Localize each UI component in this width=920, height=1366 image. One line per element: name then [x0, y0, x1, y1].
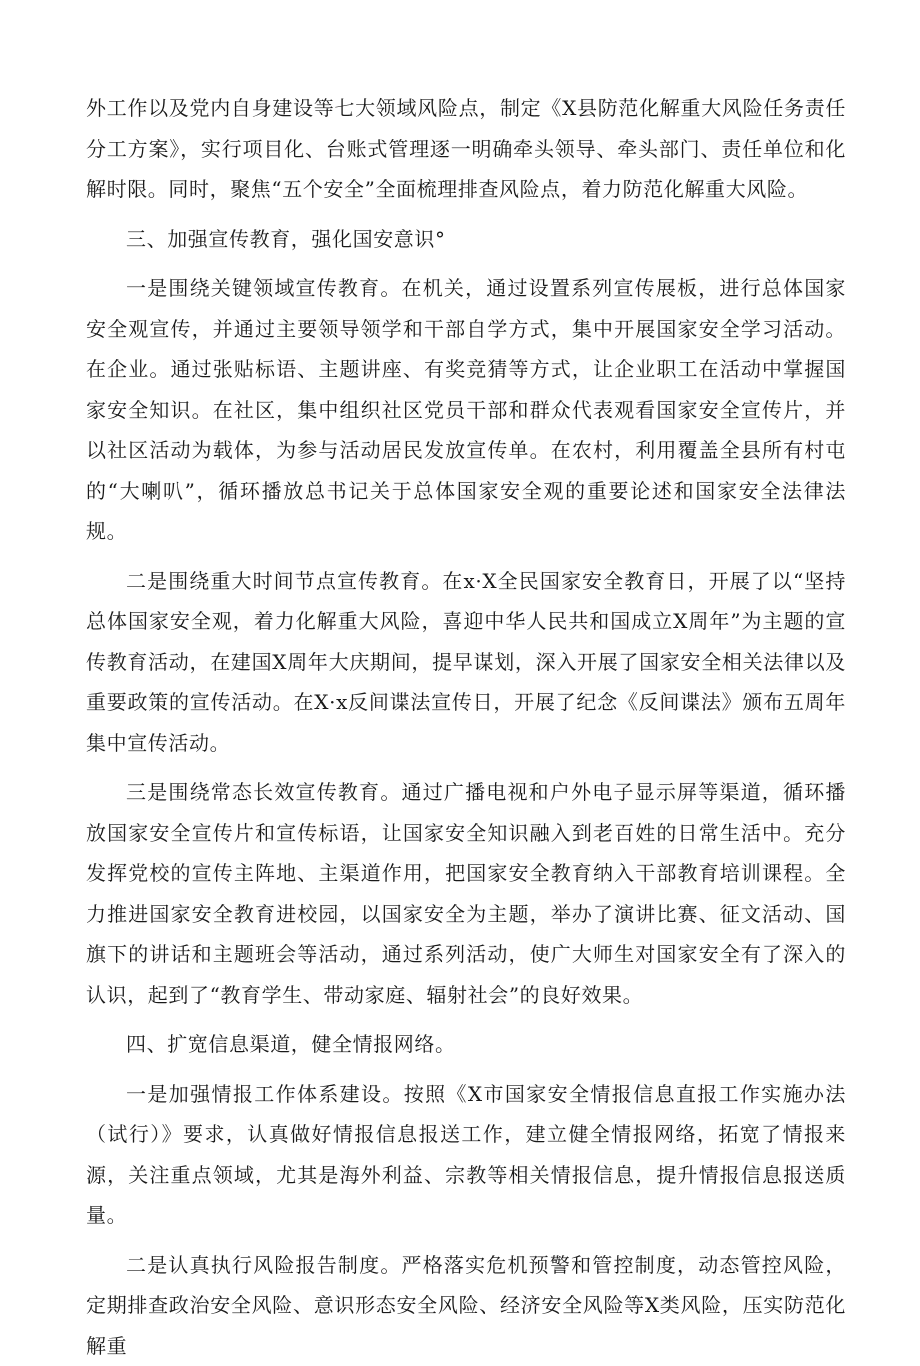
heading-section-3-publicity: 三、加强宣传教育，强化国安意识°	[86, 219, 846, 260]
paragraph-key-dates-education: 二是围绕重大时间节点宣传教育。在x·X全民国家安全教育日，开展了以“坚持总体国家安全观，着力化解重大风险，喜迎中华人民共和国成立X周年”为主题的宣传教育活动，在建国X周年大庆期间，提早谋划，深入开展了国家安全相关法律以及重要政策的宣传活动。在X·x反间谍法宣传日，开展了纪念《反间谍法》颁布五周年集中宣传活动。	[86, 561, 846, 764]
paragraph-key-areas-education: 一是围绕关键领域宣传教育。在机关，通过设置系列宣传展板，进行总体国家安全观宣传，并通过主要领导领学和干部自学方式，集中开展国家安全学习活动。在企业。通过张贴标语、主题讲座、有奖竞猜等方式，让企业职工在活动中掌握国家安全知识。在社区，集中组织社区党员干部和群众代表观看国家安全宣传片，并以社区活动为载体，为参与活动居民发放宣传单。在农村，利用覆盖全县所有村屯的“大喇叭”，循环播放总书记关于总体国家安全观的重要论述和国家安全法律法规。	[86, 268, 846, 552]
heading-section-4-intelligence: 四、扩宽信息渠道，健全情报网络。	[86, 1024, 846, 1065]
paragraph-risk-reporting: 二是认真执行风险报告制度。严格落实危机预警和管控制度，动态管控风险，定期排查政治安全风险、意识形态安全风险、经济安全风险等X类风险，压实防范化解重	[86, 1245, 846, 1366]
document-page	[86, 88, 846, 1366]
paragraph-risk-points-continued: 外工作以及党内自身建设等七大领域风险点，制定《X县防范化解重大风险任务责任分工方案》，实行项目化、台账式管理逐一明确牵头领导、牵头部门、责任单位和化解时限。同时，聚焦“五个安全”全面梳理排查风险点，着力防范化解重大风险。	[86, 88, 846, 210]
paragraph-long-term-education: 三是围绕常态长效宣传教育。通过广播电视和户外电子显示屏等渠道，循环播放国家安全宣传片和宣传标语，让国家安全知识融入到老百姓的日常生活中。充分发挥党校的宣传主阵地、主渠道作用，把国家安全教育纳入干部教育培训课程。全力推进国家安全教育进校园，以国家安全为主题，举办了演讲比赛、征文活动、国旗下的讲话和主题班会等活动，通过系列活动，使广大师生对国家安全有了深入的认识，起到了“教育学生、带动家庭、辐射社会”的良好效果。	[86, 772, 846, 1015]
paragraph-intelligence-system: 一是加强情报工作体系建设。按照《X市国家安全情报信息直报工作实施办法（试行）》要求，认真做好情报信息报送工作，建立健全情报网络，拓宽了情报来源，关注重点领域，尤其是海外利益、宗教等相关情报信息，提升情报信息报送质量。	[86, 1074, 846, 1236]
